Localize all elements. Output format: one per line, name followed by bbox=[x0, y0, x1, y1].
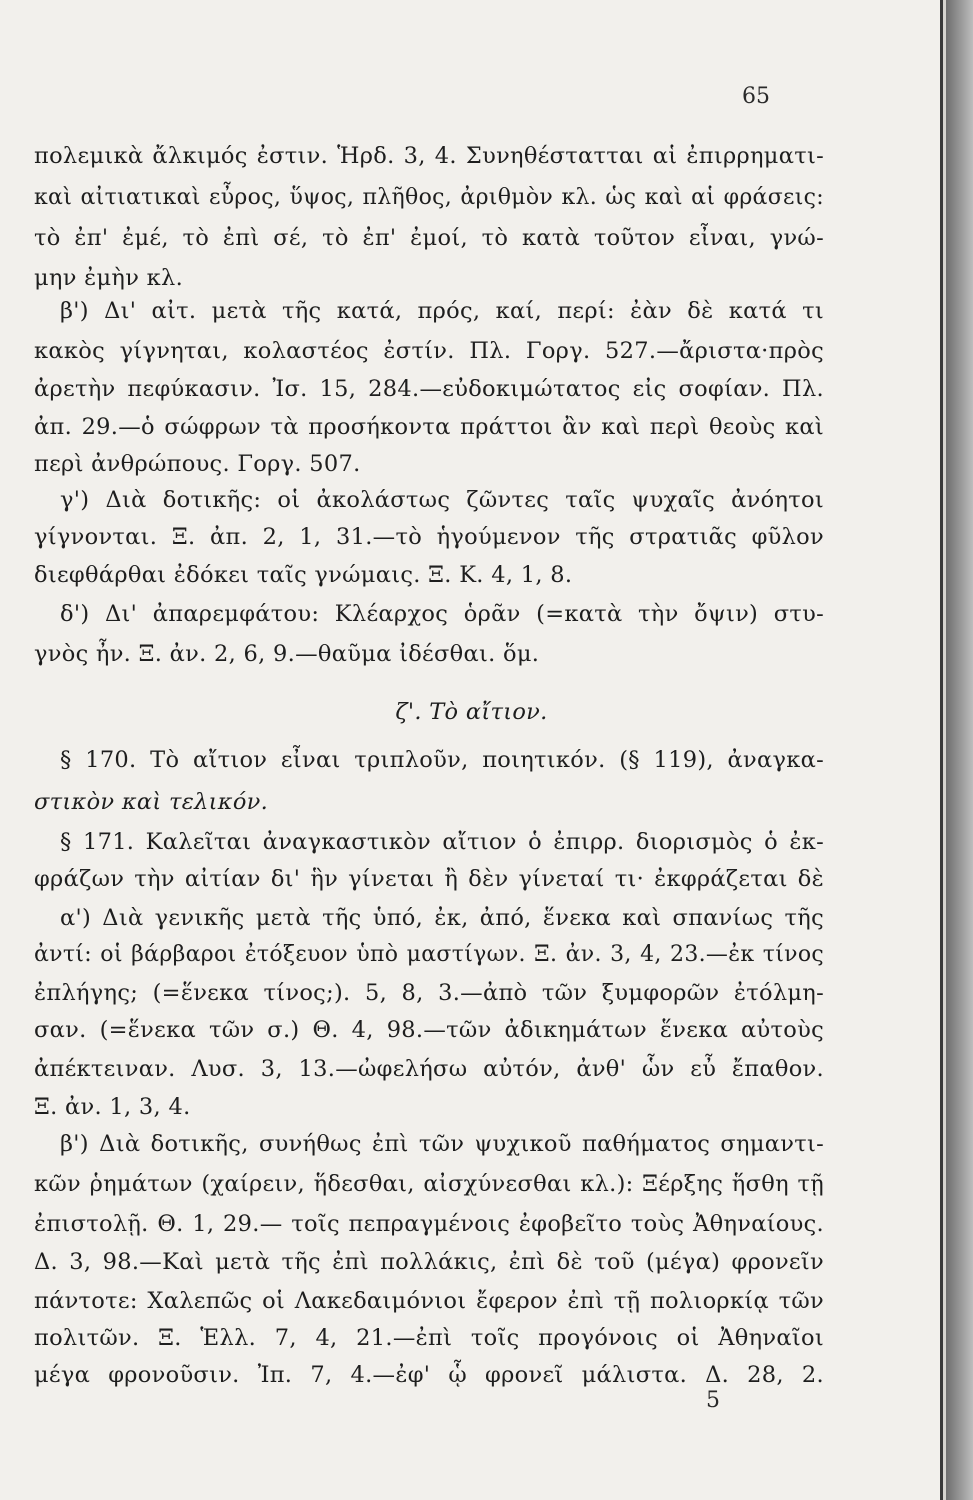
text-line: ἀπ. 29.—ὁ σώφρων τὰ προσήκοντα πράττοι ἂν καὶ περὶ θεοὺς καὶ bbox=[34, 414, 824, 440]
text-line: ἀντί: οἱ βάρβαροι ἐτόξευον ὑπὸ μαστίγων. Ξ. ἀν. 3, 4, 23.—ἐκ τίνος bbox=[34, 942, 824, 967]
text-line: ἀρετὴν πεφύκασιν. Ἰσ. 15, 284.—εὐδοκιμώτατος εἰς σοφίαν. Πλ. bbox=[34, 376, 824, 402]
text-line: Ξ. ἀν. 1, 3, 4. bbox=[34, 1094, 191, 1120]
text-line: μέγα φρονοῦσιν. Ἰπ. 7, 4.—ἐφ' ᾧ φρονεῖ μάλιστα. Δ. 28, 2. bbox=[34, 1362, 824, 1388]
text-line: καὶ αἰτιατικαὶ εὖρος, ὕψος, πλῆθος, ἀριθμὸν κλ. ὡς καὶ αἱ φράσεις: bbox=[34, 185, 824, 210]
text-line: § 171. Καλεῖται ἀναγκαστικὸν αἴτιον ὁ ἐπιρρ. διορισμὸς ὁ ἐκ- bbox=[60, 829, 824, 855]
text-line: ἀπέκτειναν. Λυσ. 3, 13.—ὠφελήσω αὐτόν, ἀνθ' ὧν εὖ ἔπαθον. bbox=[34, 1056, 824, 1082]
section-heading: ζ'. Τὸ αἴτιον. bbox=[395, 699, 548, 725]
text-line: πάντοτε: Χαλεπῶς οἱ Λακεδαιμόνιοι ἔφερον ἐπὶ τῇ πολιορκίᾳ τῶν bbox=[34, 1288, 824, 1314]
text-line: μην ἐμὴν κλ. bbox=[34, 265, 184, 291]
page-number: 65 bbox=[742, 84, 770, 109]
text-line: β') Δι' αἰτ. μετὰ τῆς κατά, πρός, καί, περί: ἐὰν δὲ κατά τι bbox=[60, 298, 824, 324]
text-line: δ') Δι' ἀπαρεμφάτου: Κλέαρχος ὁρᾶν (=κατὰ τὴν ὄψιν) στυ- bbox=[60, 601, 824, 627]
text-line: Δ. 3, 98.—Καὶ μετὰ τῆς ἐπὶ πολλάκις, ἐπὶ δὲ τοῦ (μέγα) φρονεῖν bbox=[34, 1249, 824, 1275]
text-line: § 170. Τὸ αἴτιον εἶναι τριπλοῦν, ποιητικόν. (§ 119), ἀναγκα- bbox=[60, 747, 824, 773]
text-line: φράζων τὴν αἰτίαν δι' ἣν γίνεται ἢ δὲν γίνεταί τι· ἐκφράζεται δὲ bbox=[34, 866, 824, 892]
scan-edge bbox=[946, 0, 973, 1500]
text-line: περὶ ἀνθρώπους. Γοργ. 507. bbox=[34, 451, 361, 477]
text-line: πολεμικὰ ἄλκιμός ἐστιν. Ἡρδ. 3, 4. Συνηθέστατται αἱ ἐπιρρηματι- bbox=[34, 143, 824, 169]
text-line: γνὸς ἦν. Ξ. ἀν. 2, 6, 9.—θαῦμα ἰδέσθαι. ὅμ. bbox=[34, 641, 540, 667]
text-line: β') Διὰ δοτικῆς, συνήθως ἐπὶ τῶν ψυχικοῦ παθήματος σημαντι- bbox=[60, 1131, 824, 1157]
text-line: στικὸν καὶ τελικόν. bbox=[34, 789, 269, 815]
text-line: σαν. (=ἕνεκα τῶν σ.) Θ. 4, 98.—τῶν ἀδικημάτων ἕνεκα αὐτοὺς bbox=[34, 1017, 824, 1043]
text-line: πολιτῶν. Ξ. Ἑλλ. 7, 4, 21.—ἐπὶ τοῖς προγόνοις οἱ Ἀθηναῖοι bbox=[34, 1325, 824, 1351]
text-line: γίγνονται. Ξ. ἀπ. 2, 1, 31.—τὸ ἡγούμενον τῆς στρατιᾶς φῦλον bbox=[34, 524, 824, 550]
text-line: ἐπιστολῇ. Θ. 1, 29.— τοῖς πεπραγμένοις ἐφοβεῖτο τοὺς Ἀθηναίους. bbox=[34, 1211, 824, 1237]
text-line: κακὸς γίγνηται, κολαστέος ἐστίν. Πλ. Γοργ. 527.—ἄριστα·πρὸς bbox=[34, 338, 824, 364]
text-line: διεφθάρθαι ἐδόκει ταῖς γνώμαις. Ξ. Κ. 4, 1, 8. bbox=[34, 562, 573, 588]
signature-mark: 5 bbox=[706, 1388, 720, 1413]
text-line: κῶν ῥημάτων (χαίρειν, ἥδεσθαι, αἰσχύνεσθαι κλ.): Ξέρξης ἥσθη τῇ bbox=[34, 1171, 824, 1197]
text-line: α') Διὰ γενικῆς μετὰ τῆς ὑπό, ἐκ, ἀπό, ἕνεκα καὶ σπανίως τῆς bbox=[60, 905, 824, 931]
text-line: γ') Διὰ δοτικῆς: οἱ ἀκολάστως ζῶντες ταῖς ψυχαῖς ἀνόητοι bbox=[60, 487, 824, 513]
text-line: ἐπλήγης; (=ἕνεκα τίνος;). 5, 8, 3.—ἀπὸ τῶν ξυμφορῶν ἐτόλμη- bbox=[34, 980, 824, 1006]
text-line: τὸ ἐπ' ἐμέ, τὸ ἐπὶ σέ, τὸ ἐπ' ἐμοί, τὸ κατὰ τοῦτον εἶναι, γνώ- bbox=[34, 225, 824, 251]
